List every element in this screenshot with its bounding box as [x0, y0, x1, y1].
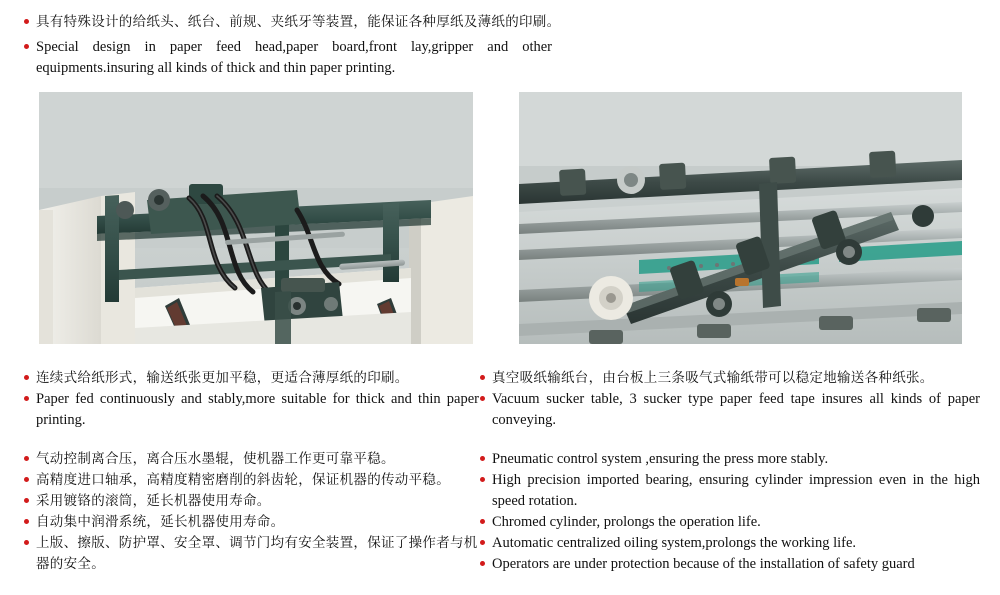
list-item-text: Operators are under protection because of the installation of safety guard: [492, 556, 915, 572]
left-feature-cn-row: [24, 368, 479, 389]
list-item: [24, 449, 479, 470]
intro-en-row: [24, 37, 624, 79]
list-item: [24, 491, 479, 512]
list-item-text: 采用镀铬的滚筒，延长机器使用寿命。: [36, 493, 271, 509]
list-item: [24, 533, 479, 575]
paper-feed-head-illustration: [39, 92, 473, 344]
list-item: [24, 512, 479, 533]
right-feature-list: [480, 449, 980, 575]
vacuum-sucker-table-illustration: [519, 92, 962, 344]
list-item-text: 自动集中润滑系统，延长机器使用寿命。: [36, 514, 285, 530]
bullet-icon: [480, 375, 485, 380]
bullet-icon: [24, 498, 29, 503]
spacer: [24, 435, 479, 449]
bullet-icon: [24, 44, 29, 49]
right-feature-paragraph: [480, 368, 980, 431]
list-item-text: Automatic centralized oiling system,prolongs the working life.: [492, 535, 857, 551]
right-feature-cn-row: [480, 368, 980, 389]
left-text-column: [24, 368, 479, 575]
vacuum-sucker-table-photo: [519, 92, 962, 344]
bullet-icon: [24, 456, 29, 461]
list-item-text: Chromed cylinder, prolongs the operation life.: [492, 514, 761, 530]
bullet-icon: [24, 519, 29, 524]
intro-en-text: Special design in paper feed head,paper board,front lay,gripper and other equipments.insuring all kinds of thick and thin paper printing.: [36, 39, 552, 76]
list-item: [480, 470, 980, 512]
list-item-text: High precision imported bearing, ensuring cylinder impression even in the high speed rotation.: [492, 472, 980, 509]
bullet-icon: [24, 396, 29, 401]
list-item: [480, 449, 980, 470]
list-item-text: 上版、擦版、防护罩、安全罩、调节门均有安全装置，保证了操作者与机器的安全。: [36, 535, 478, 572]
list-item: [480, 533, 980, 554]
intro-cn-text: 具有特殊设计的给纸头、纸台、前规、夹纸牙等装置，能保证各种厚纸及薄纸的印刷。: [36, 14, 561, 30]
bullet-icon: [24, 540, 29, 545]
bullet-icon: [480, 540, 485, 545]
intro-block: [24, 12, 624, 79]
paper-feed-head-photo: [39, 92, 473, 344]
intro-cn-row: [24, 12, 624, 33]
right-feature-en-text: Vacuum sucker table, 3 sucker type paper feed tape insures all kinds of paper conveying.: [492, 391, 980, 428]
left-feature-paragraph: [24, 368, 479, 431]
bullet-icon: [480, 477, 485, 482]
right-feature-cn-text: 真空吸纸输纸台，由台板上三条吸气式输纸带可以稳定地输送各种纸张。: [492, 370, 934, 386]
list-item-text: Pneumatic control system ,ensuring the press more stably.: [492, 451, 829, 467]
bullet-icon: [480, 519, 485, 524]
list-item: [480, 512, 980, 533]
bullet-icon: [480, 396, 485, 401]
bullet-icon: [24, 375, 29, 380]
list-item: [480, 554, 980, 575]
bullet-icon: [480, 456, 485, 461]
left-feature-list: [24, 449, 479, 575]
bullet-icon: [24, 19, 29, 24]
bullet-icon: [24, 477, 29, 482]
bullet-icon: [480, 561, 485, 566]
left-feature-cn-text: 连续式给纸形式，输送纸张更加平稳，更适合薄厚纸的印刷。: [36, 370, 409, 386]
spacer: [480, 435, 980, 449]
right-feature-en-row: [480, 389, 980, 431]
right-text-column: [480, 368, 980, 575]
left-feature-en-text: Paper fed continuously and stably,more suitable for thick and thin paper printing.: [36, 391, 479, 428]
list-item: [24, 470, 479, 491]
list-item-text: 高精度进口轴承，高精度精密磨削的斜齿轮，保证机器的传动平稳。: [36, 472, 450, 488]
left-feature-en-row: [24, 389, 479, 431]
list-item-text: 气动控制离合压，离合压水墨辊，使机器工作更可靠平稳。: [36, 451, 395, 467]
